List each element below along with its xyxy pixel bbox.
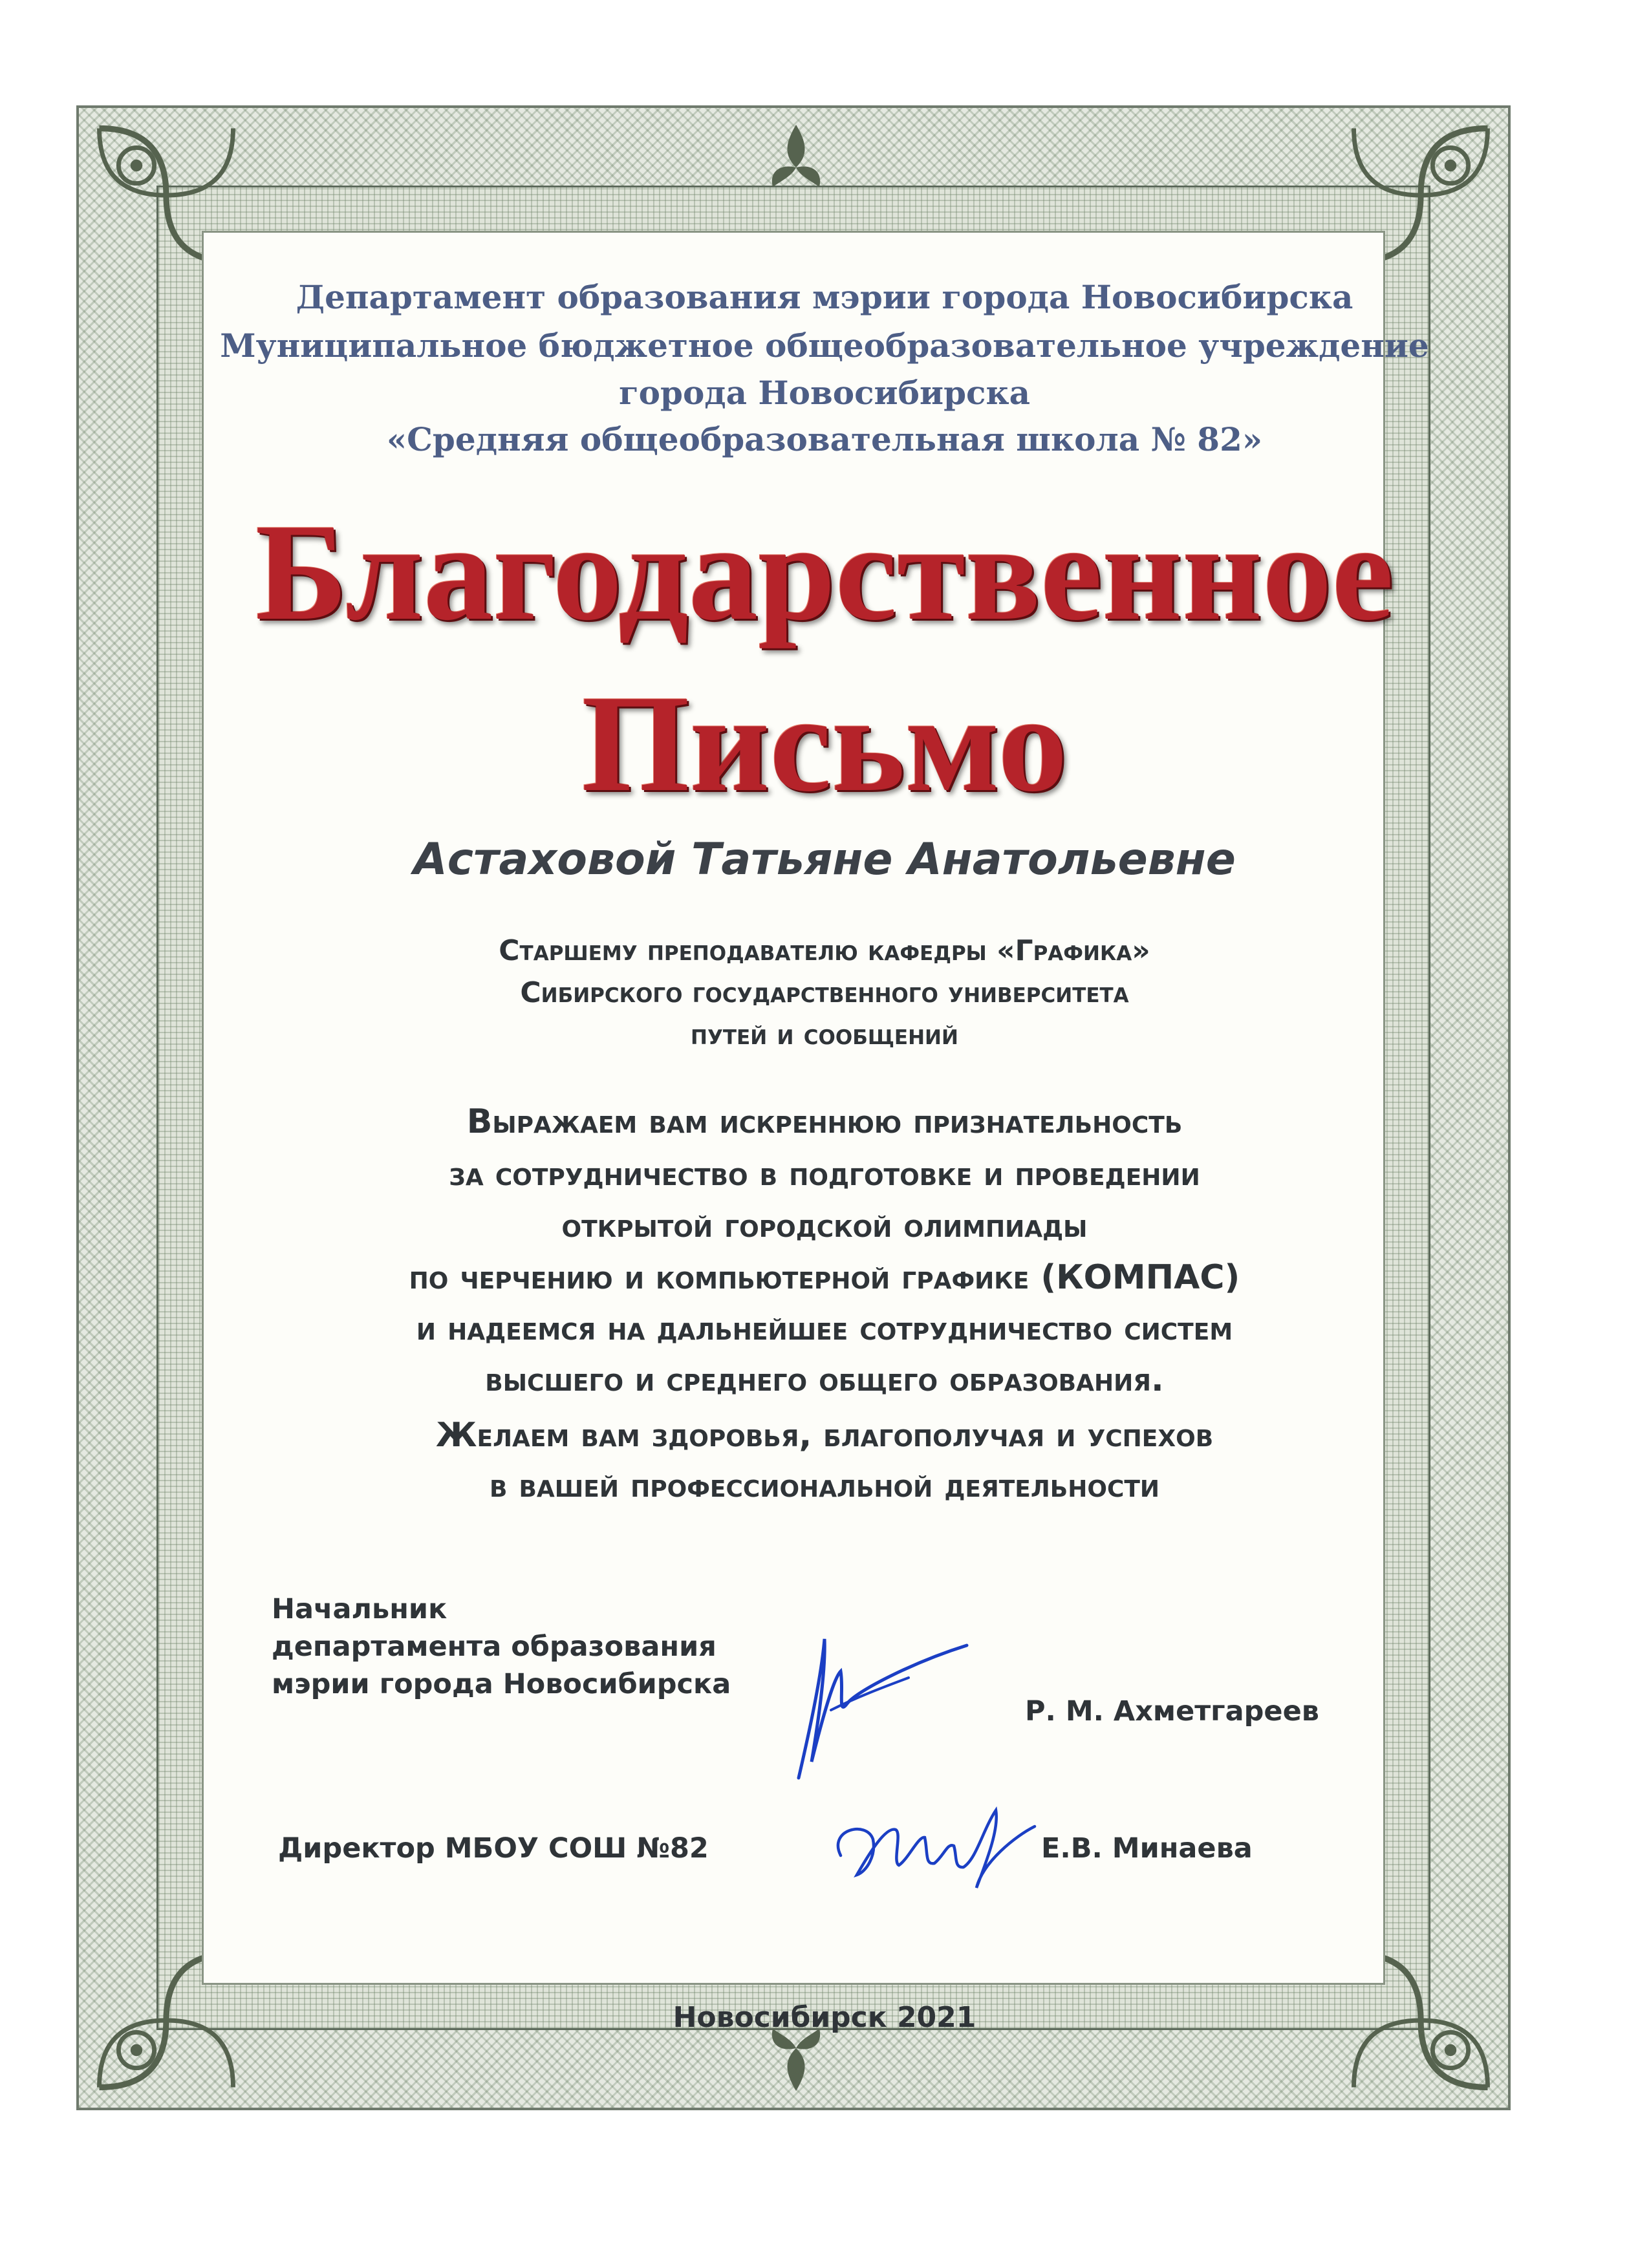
department-name: Департамент образования мэрии города Новосибирска — [296, 278, 1353, 316]
message-line: Выражаем вам искреннюю признательность — [466, 1102, 1183, 1141]
institution-type: Муниципальное бюджетное общеобразовательное учреждение — [220, 326, 1429, 365]
recipient-university: Сибирского государственного университета — [520, 976, 1129, 1009]
recipient-position: Старшему преподавателю кафедры «Графика» — [499, 934, 1150, 967]
letter-title: Благодарственное — [255, 495, 1394, 649]
recipient-university-cont: путей и сообщений — [691, 1018, 958, 1051]
message-line: высшего и среднего общего образования. — [485, 1360, 1164, 1399]
head-title-line: мэрии города Новосибирска — [272, 1668, 731, 1700]
director-title: Директор МБОУ СОШ №82 — [278, 1832, 709, 1865]
head-name: Р. М. Ахметгареев — [1025, 1695, 1319, 1728]
message-line: по черчению и компьютерной графике (КОМПАС) — [409, 1258, 1240, 1297]
head-signature-icon — [786, 1632, 973, 1788]
institution-city: города Новосибирска — [619, 374, 1030, 412]
message-line: открытой городской олимпиады — [561, 1206, 1088, 1245]
place-and-year: Новосибирск 2021 — [673, 2001, 976, 2034]
school-name: «Средняя общеобразовательная школа № 82» — [386, 420, 1263, 458]
recipient-name: Астаховой Татьяне Анатольевне — [413, 834, 1236, 885]
fleur-de-lis-icon — [757, 121, 835, 198]
letter-subtitle: Письмо — [581, 666, 1068, 820]
message-line: и надеемся на дальнейшее сотрудничество систем — [416, 1309, 1233, 1348]
wish-line: Желаем вам здоровья, благополучая и успехов — [435, 1416, 1214, 1455]
head-title — [272, 1590, 731, 1703]
head-title-line: департамента образования — [272, 1631, 717, 1663]
wish-line: в вашей профессиональной деятельности — [489, 1466, 1160, 1505]
director-name: Е.В. Минаева — [1041, 1832, 1253, 1865]
message-line: за сотрудничество в подготовке и проведении — [449, 1155, 1200, 1193]
director-signature-icon — [821, 1791, 1041, 1901]
head-title-line: Начальник — [272, 1593, 447, 1625]
